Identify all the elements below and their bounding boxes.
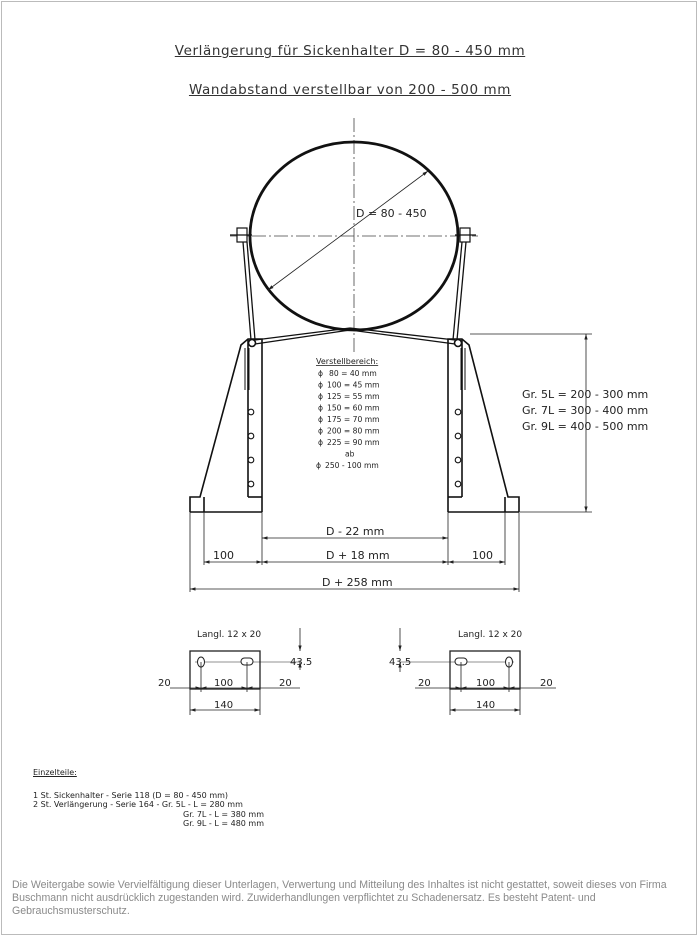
size-5l: Gr. 5L = 200 - 300 mm (522, 388, 649, 401)
dim-left-100: 100 (213, 549, 234, 562)
adjust-row: 175 = 70 mm (327, 415, 380, 424)
phi-symbol: ϕ (318, 369, 324, 378)
parts-line-2: 2 St. Verlängerung - Serie 164 - Gr. 5L - L = 280 mm (33, 800, 243, 809)
bottom-dim-labels (213, 525, 493, 589)
adjust-heading: Verstellbereich: (316, 357, 379, 366)
parts-line-4: Gr. 9L - L = 480 mm (183, 819, 265, 828)
dim-d-minus-22: D - 22 mm (326, 525, 385, 538)
phi-symbol: ϕ (318, 415, 324, 424)
slot-label-right: Langl. 12 x 20 (458, 630, 523, 640)
dim-43-5-right: 43.5 (389, 657, 412, 668)
phi-symbol: ϕ (318, 380, 324, 390)
clamp-bolts (230, 228, 476, 242)
phi-symbol: ϕ (318, 438, 324, 447)
dim-right-100: 100 (472, 549, 493, 562)
extension-rods (243, 242, 466, 344)
size-labels (522, 388, 648, 433)
title-main: Verlängerung für Sickenhalter D = 80 - 450 mm (174, 43, 526, 59)
parts-line-3: Gr. 7L - L = 380 mm (183, 809, 265, 819)
adjust-last: 250 - 100 mm (325, 461, 379, 470)
dim-100-right: 100 (476, 678, 496, 689)
adjust-row: 200 = 80 mm (327, 426, 380, 436)
phi-symbol: ϕ (318, 403, 324, 413)
dim-43-5-left: 43.5 (290, 657, 313, 668)
adjust-row: 100 = 45 mm (327, 380, 380, 390)
dim-d-plus-258: D + 258 mm (322, 576, 393, 589)
parts-heading: Einzelteile: (33, 768, 77, 777)
parts-line-1: 1 St. Sickenhalter - Serie 118 (D = 80 - 450 mm) (33, 790, 229, 800)
adjust-row: 150 = 60 mm (327, 403, 380, 413)
center-lines (230, 118, 478, 355)
dim-20-a-right: 20 (418, 678, 431, 689)
dim-20-c-left: 20 (279, 678, 292, 689)
title-sub: Wandabstand verstellbar von 200 - 500 mm (188, 82, 512, 98)
ring-label: D = 80 - 450 (356, 207, 427, 220)
size-9l: Gr. 9L = 400 - 500 mm (522, 420, 649, 433)
dim-140-right: 140 (476, 700, 496, 711)
adjust-row: 80 = 40 mm (329, 369, 377, 378)
phi-symbol: ϕ (318, 426, 324, 436)
dim-140-left: 140 (214, 700, 234, 711)
slot-label-left: Langl. 12 x 20 (197, 630, 262, 640)
adjust-table (316, 357, 380, 470)
dim-20-a-left: 20 (158, 678, 171, 689)
diameter-leader (268, 171, 428, 290)
phi-symbol: ϕ (318, 392, 324, 401)
adjust-row: 125 = 55 mm (327, 392, 380, 401)
parts-list (33, 768, 264, 829)
detail-right (389, 628, 556, 715)
phi-symbol: ϕ (316, 461, 322, 470)
adjust-row: 225 = 90 mm (327, 438, 380, 447)
dim-100-left: 100 (214, 678, 234, 689)
dim-d-plus-18: D + 18 mm (326, 549, 390, 562)
detail-left (158, 628, 312, 715)
adjust-ab: ab (345, 449, 355, 459)
legal-footer: Die Weitergabe sowie Vervielfältigung dieser Unterlagen, Verwertung und Mitteilung des Inhaltes ist nicht gestattet, soweit dieses von Firma Buschmann nicht ausdrücklich zugestanden wird. Zuwiderhandlungen verpflichtet zu Schadenersatz. Es besteht Patent- und Gebrauchsmusterschutz. (12, 879, 667, 917)
dim-20-c-right: 20 (540, 678, 553, 689)
size-7l: Gr. 7L = 300 - 400 mm (522, 404, 649, 417)
